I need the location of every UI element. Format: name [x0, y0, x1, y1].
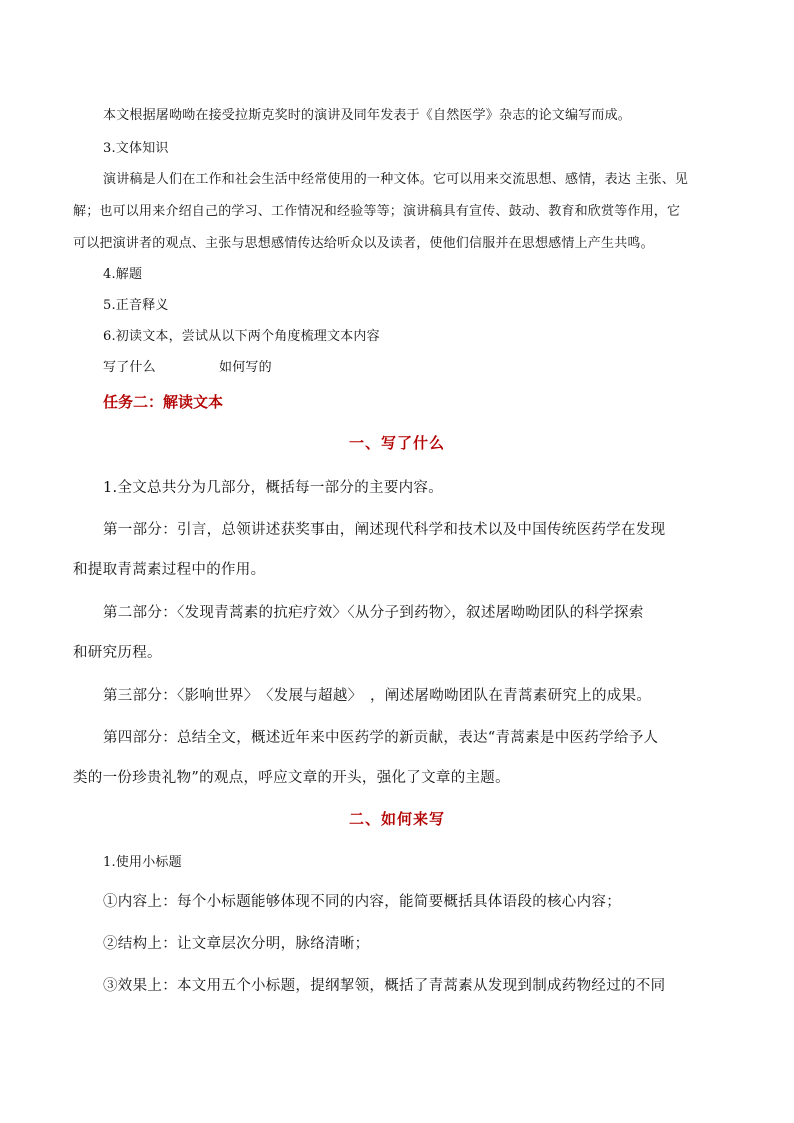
content-aspect-label: ①内容上 — [103, 894, 163, 910]
part-one-line-1: 第一部分：引言，总领讲述获奖事由，阐述现代科学和技术以及中国传统医药学在发现 — [103, 522, 666, 538]
item-3-heading: 3.文体知识 — [103, 141, 169, 156]
angle-what-written: 写了什么 — [103, 360, 156, 375]
part-two-line-1: 第二部分：〈发现青蒿素的抗疟疗效〉〈从分子到药物〉，叙述屠呦呦团队的科学探索 — [103, 605, 644, 621]
effect-aspect-line — [103, 974, 753, 995]
part-four-line-1: 第四部分：总结全文，概述近年来中医药学的新贡献，表达“青蒿素是中医药学给予人 — [103, 730, 659, 746]
speech-paragraph-line-3: 可以把演讲者的观点、主张与思想感情传达给听众以及读者，使他们信服并在思想感情上产生共鸣。 — [73, 236, 654, 251]
item-5-heading: 5.正音释义 — [103, 298, 169, 313]
structure-aspect-label: ②结构上 — [103, 936, 163, 952]
item-4-heading: 4.解题 — [103, 267, 143, 282]
section-two-question-1: 1.使用小标题 — [103, 855, 182, 870]
speech-paragraph-line-1: 演讲稿是人们在工作和社会生活中经常使用的一种文体。它可以用来交流思想、感情，表达 主张、见 — [103, 172, 689, 187]
part-three-line-1: 第三部分：〈影响世界〉 〈发展与超越〉 ，阐述屠呦呦团队在青蒿素研究上的成果。 — [103, 688, 652, 704]
section-one-title: 一、写了什么 — [348, 434, 445, 452]
speech-paragraph-line-2: 解；也可以用来介绍自己的学习、工作情况和经验等等；演讲稿具有宣传、鼓动、教育和欣赏等作用，它 — [73, 204, 681, 219]
content-aspect-line — [103, 890, 753, 911]
structure-aspect-line — [103, 932, 753, 953]
part-four-line-2: 类的一份珍贵礼物”的观点，呼应文章的开头，强化了文章的主题。 — [73, 770, 510, 786]
angle-how-written: 如何写的 — [219, 360, 272, 375]
part-one-line-2: 和提取青蒿素过程中的作用。 — [73, 562, 266, 578]
effect-aspect-text: ：本文用五个小标题，提纲挈领，概括了青蒿素从发现到制成药物经过的不同 — [162, 978, 666, 994]
item-6-heading: 6.初读文本，尝试从以下两个角度梳理文本内容 — [103, 329, 380, 344]
intro-source-paragraph: 本文根据屠呦呦在接受拉斯克奖时的演讲及同年发表于《自然医学》杂志的论文编写而成。 — [103, 108, 632, 123]
effect-aspect-label: ③效果上 — [103, 978, 163, 994]
section-one-question-1: 1.全文总共分为几部分，概括每一部分的主要内容。 — [103, 480, 444, 496]
task-two-title: 任务二：解读文本 — [103, 393, 224, 411]
content-aspect-text: ：每个小标题能够体现不同的内容，能简要概括具体语段的核心内容； — [162, 894, 621, 910]
section-two-title: 二、如何来写 — [348, 810, 445, 828]
part-two-line-2: 和研究历程。 — [73, 645, 162, 661]
structure-aspect-text: ：让文章层次分明，脉络清晰； — [162, 936, 370, 952]
